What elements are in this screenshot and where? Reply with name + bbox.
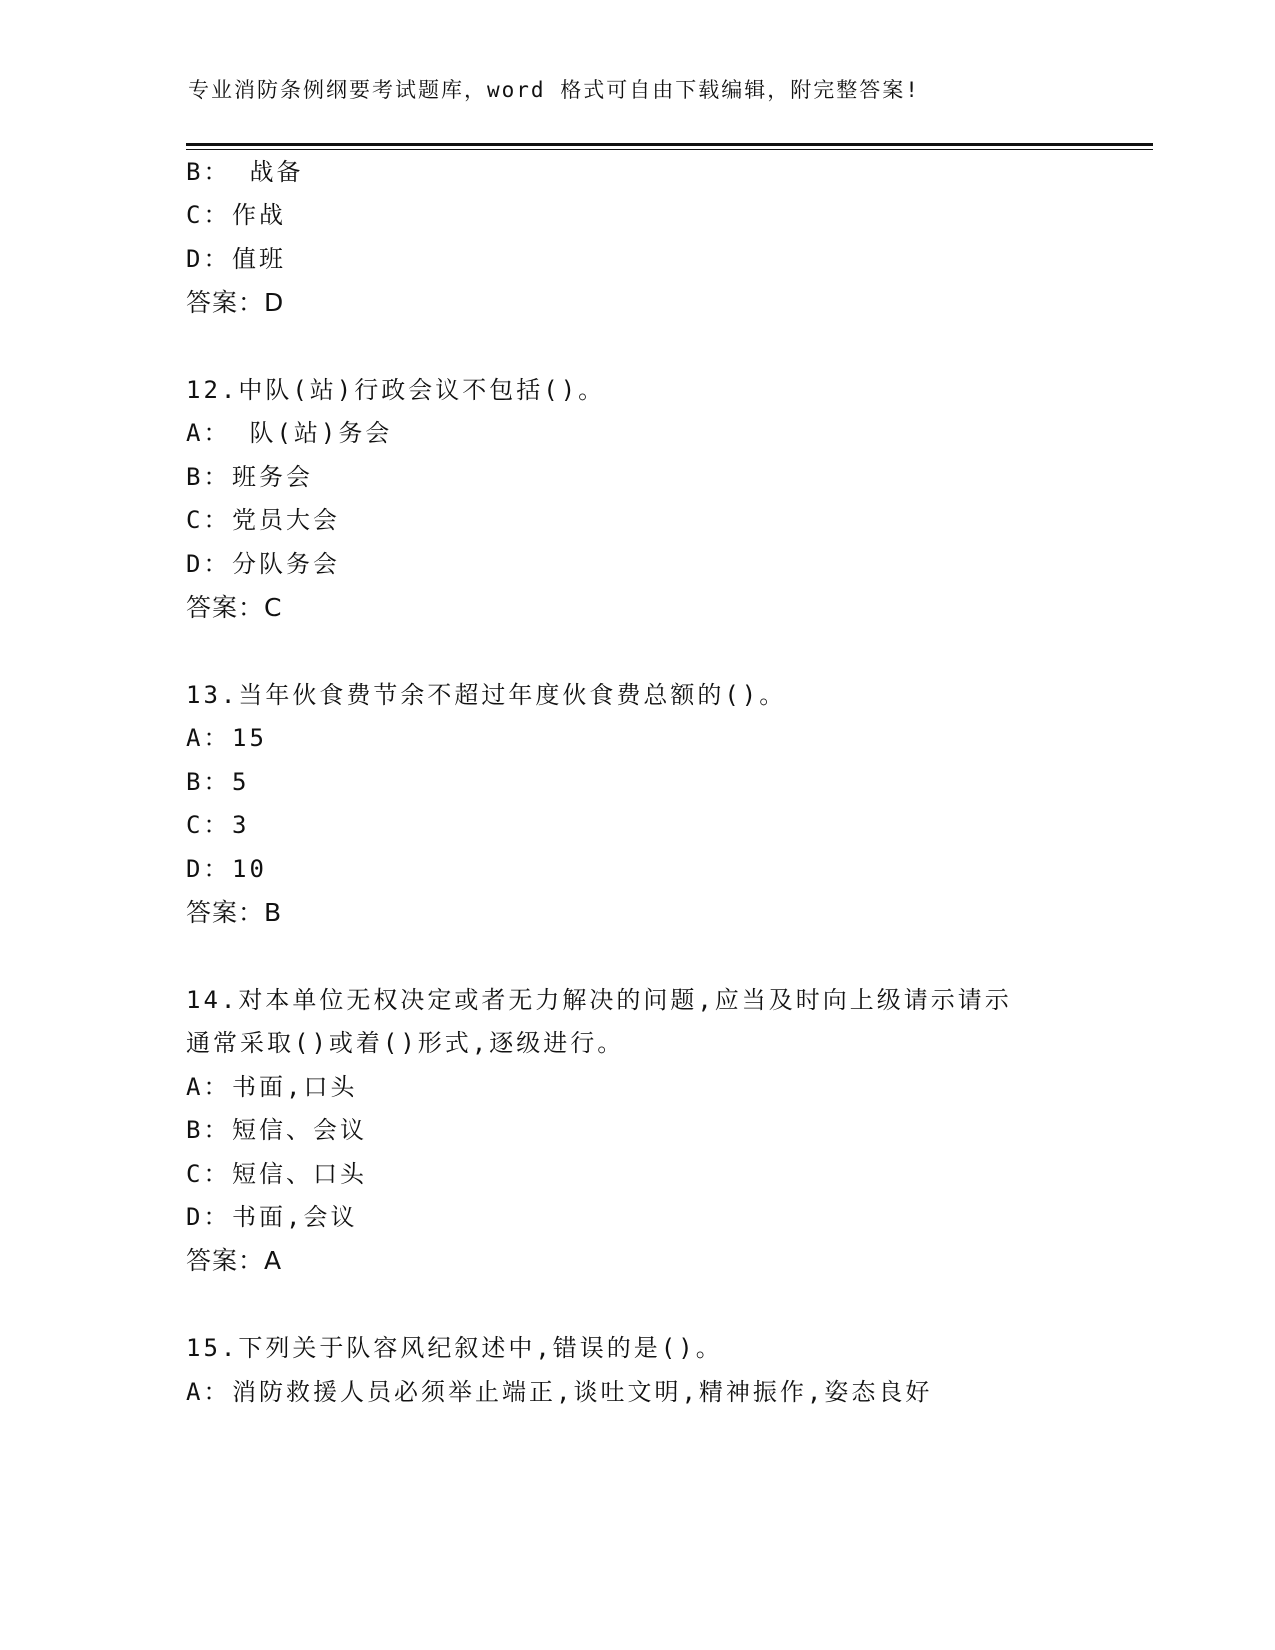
option-text: 班务会 [232, 463, 313, 491]
option-line [186, 767, 249, 797]
option-text: 分队务会 [232, 550, 340, 578]
option-line [186, 1202, 357, 1232]
option-text: 短信、口头 [232, 1160, 367, 1188]
option-text: 10 [232, 855, 267, 883]
option-text: 作战 [232, 201, 286, 229]
question-stem: 13.当年伙食费节余不超过年度伙食费总额的()。 [186, 681, 787, 709]
option-label: B： [186, 1116, 231, 1144]
answer-line: 答案：D [186, 288, 285, 317]
header-rule-thick [186, 143, 1153, 146]
option-label: A： [186, 419, 231, 447]
option-line [186, 1377, 932, 1407]
option-line [186, 810, 249, 840]
option-line [186, 1159, 367, 1189]
header-rule-thin [186, 149, 1153, 150]
answer-line: 答案：C [186, 593, 283, 622]
option-label: A： [186, 1378, 231, 1406]
option-line [186, 244, 286, 274]
option-text: 书面,口头 [232, 1073, 358, 1101]
question-stem: 15.下列关于队容风纪叙述中,错误的是()。 [186, 1334, 723, 1362]
option-text: 消防救援人员必须举止端正,谈吐文明,精神振作,姿态良好 [232, 1378, 933, 1406]
option-line [186, 418, 392, 448]
option-line [186, 505, 340, 535]
option-line [186, 854, 267, 884]
option-label: D： [186, 1203, 231, 1231]
question-stem: 12.中队(站)行政会议不包括()。 [186, 376, 606, 404]
option-label: D： [186, 550, 231, 578]
page-header: 专业消防条例纲要考试题库，word 格式可自由下载编辑，附完整答案! [188, 78, 920, 102]
option-line [186, 1115, 367, 1145]
option-label: B： [186, 463, 231, 491]
option-text: 15 [232, 724, 267, 752]
option-text: 战备 [232, 158, 304, 186]
option-text: 书面,会议 [232, 1203, 358, 1231]
question-stem: 通常采取()或着()形式,逐级进行。 [186, 1029, 625, 1057]
option-label: C： [186, 201, 231, 229]
option-label: A： [186, 724, 231, 752]
option-line [186, 1072, 357, 1102]
option-text: 党员大会 [232, 506, 340, 534]
option-label: B： [186, 768, 231, 796]
option-label: D： [186, 855, 231, 883]
option-label: D： [186, 245, 231, 273]
option-line [186, 549, 340, 579]
option-text: 队(站)务会 [232, 419, 393, 447]
option-text: 短信、会议 [232, 1116, 367, 1144]
option-label: C： [186, 1160, 231, 1188]
option-line [186, 157, 303, 187]
option-text: 值班 [232, 245, 286, 273]
option-text: 3 [232, 811, 250, 839]
option-line [186, 723, 267, 753]
option-label: A： [186, 1073, 231, 1101]
option-label: C： [186, 811, 231, 839]
option-label: B： [186, 158, 231, 186]
option-line [186, 462, 313, 492]
answer-line: 答案：B [186, 898, 283, 927]
option-label: C： [186, 506, 231, 534]
answer-line: 答案：A [186, 1246, 283, 1275]
option-text: 5 [232, 768, 250, 796]
option-line [186, 200, 286, 230]
question-stem: 14.对本单位无权决定或者无力解决的问题,应当及时向上级请示请示 [186, 986, 1012, 1014]
